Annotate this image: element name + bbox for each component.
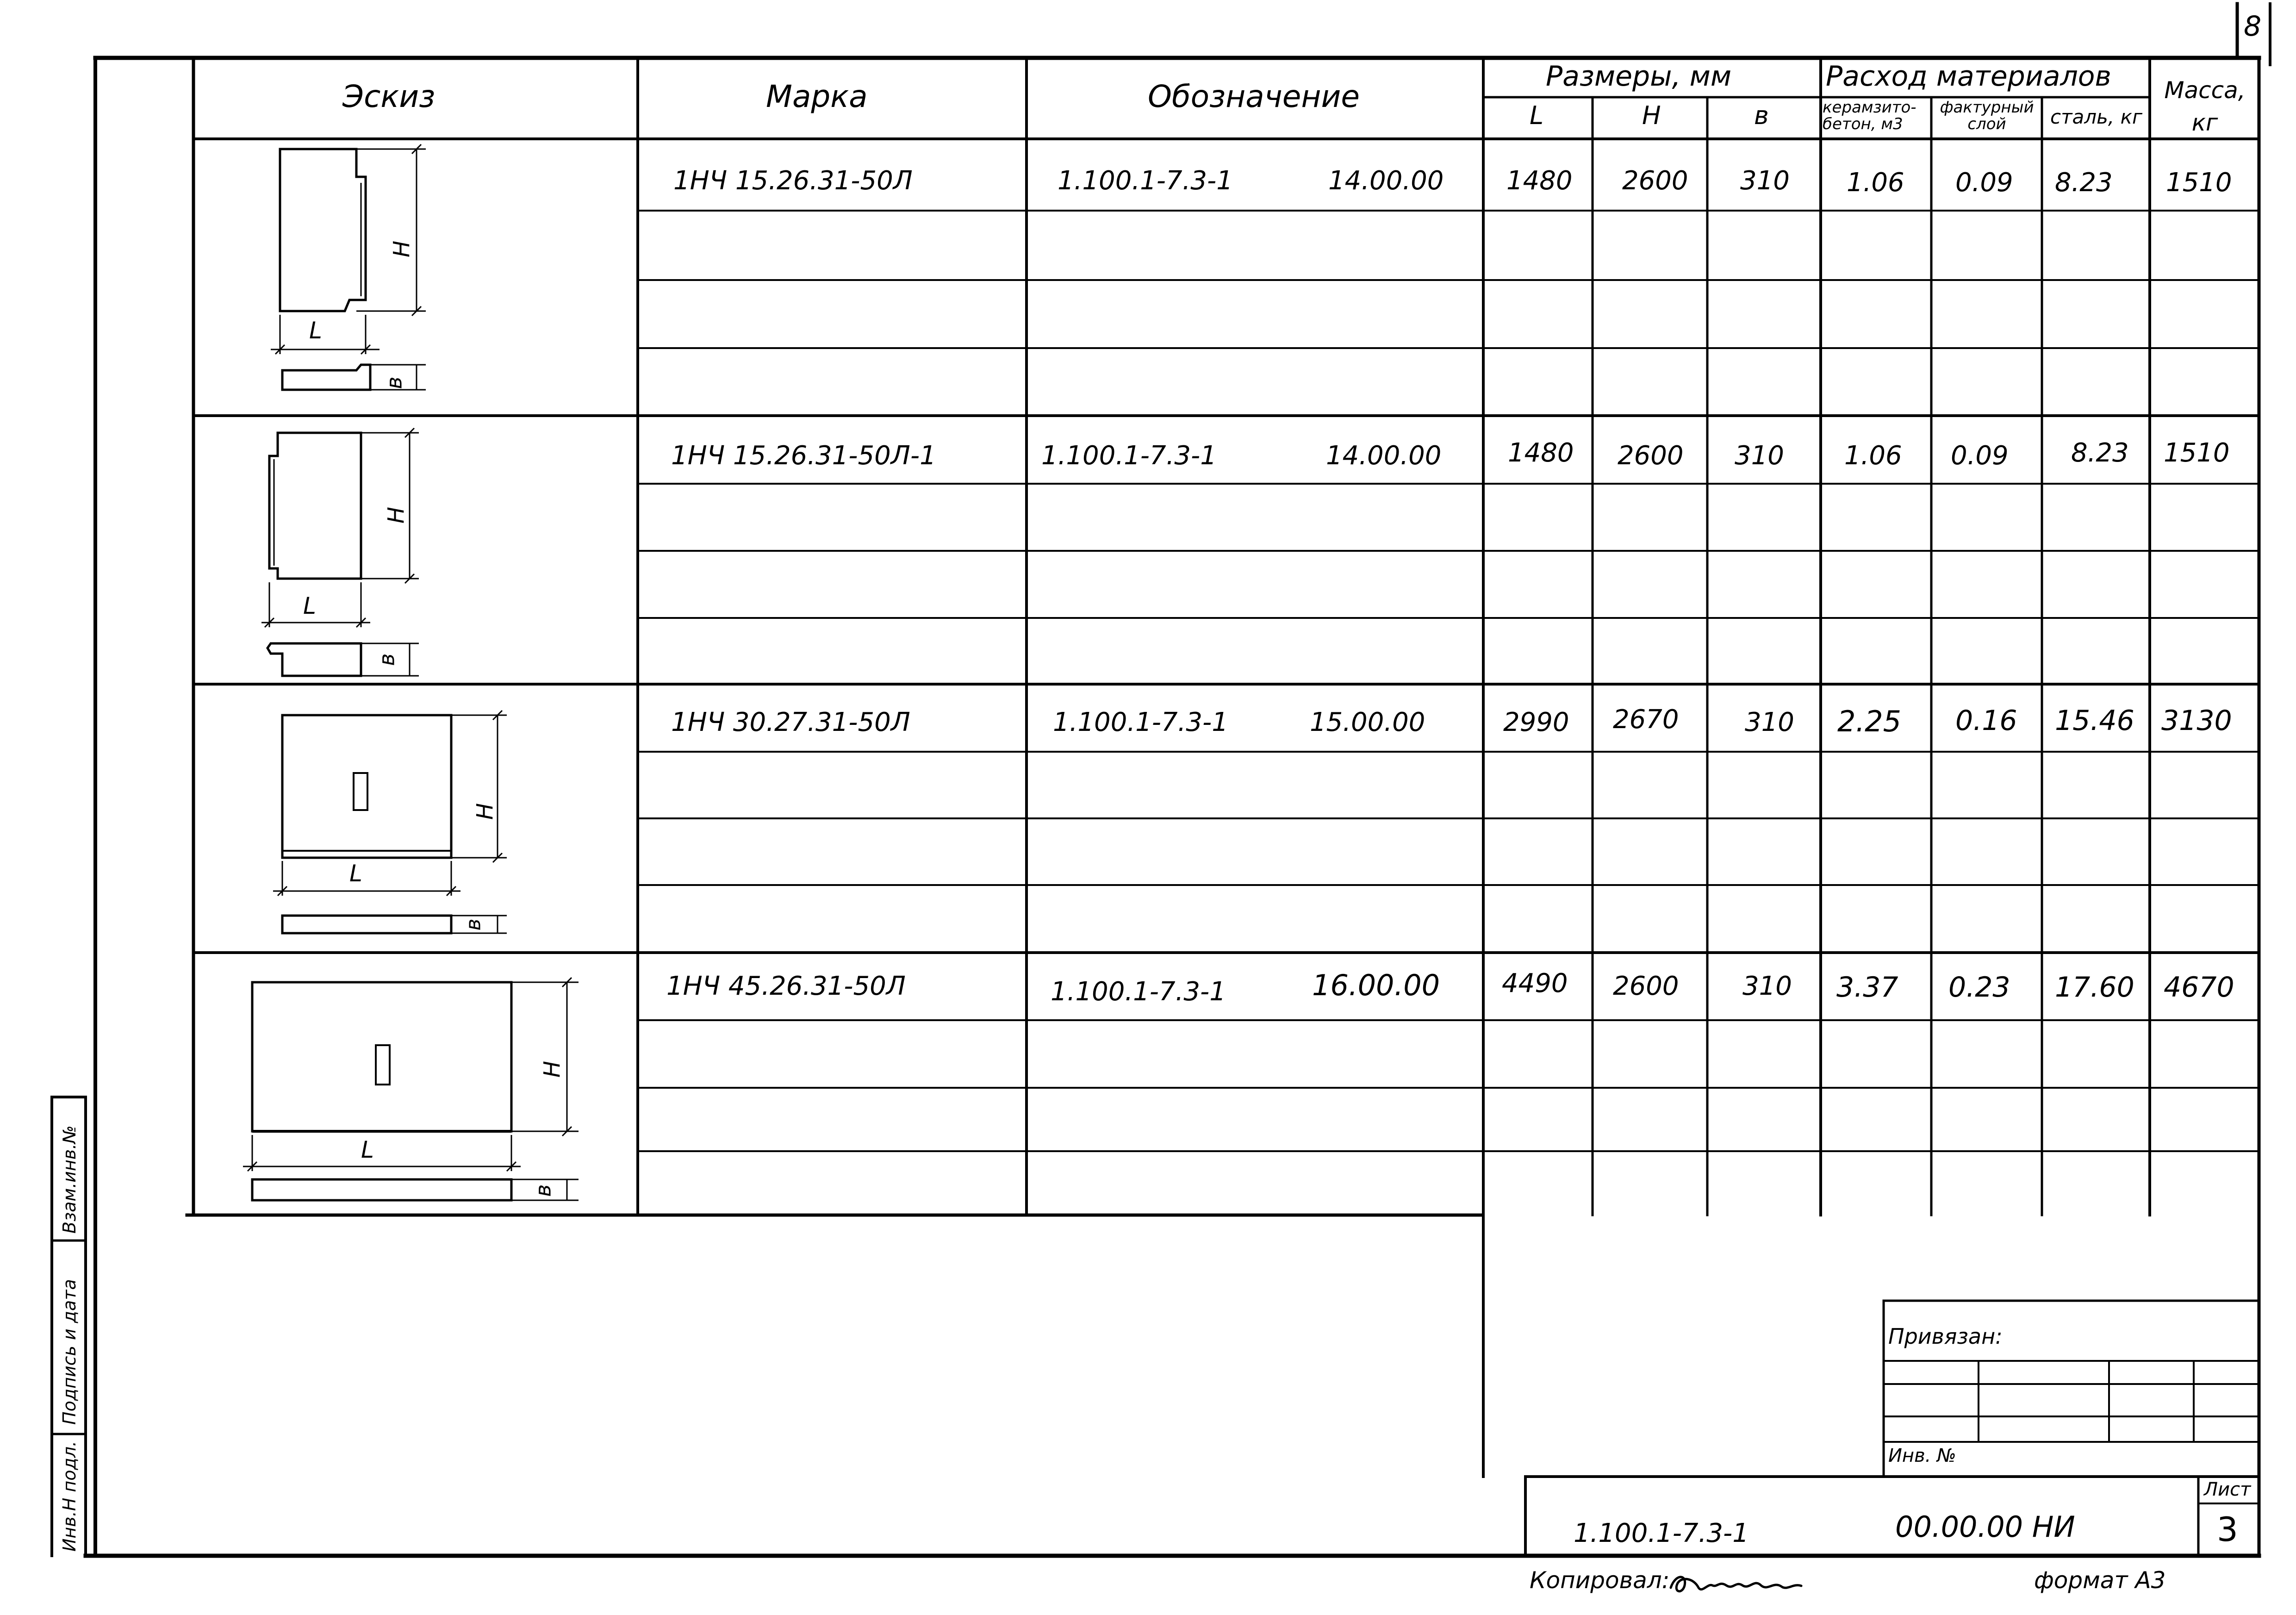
row1-code: 14.00.00 — [1328, 166, 1444, 196]
title-sheet-number: 3 — [2217, 1510, 2238, 1549]
sketch4-b-label: в — [530, 1184, 556, 1197]
row2-facing: 0.09 — [1951, 441, 2009, 471]
row3-doc: 1.100.1-7.3-1 — [1053, 707, 1228, 737]
sketch-panel-1 — [271, 144, 426, 390]
header-mark: Марка — [766, 79, 868, 114]
sketch1-l-label: L — [309, 317, 322, 344]
row4-l: 4490 — [1502, 968, 1568, 998]
sketch-panel-3 — [273, 711, 507, 933]
row4-concrete: 3.37 — [1836, 971, 1898, 1004]
binding-label: Привязан: — [1888, 1324, 2003, 1349]
row1-b: 310 — [1740, 166, 1790, 196]
sketch3-h-label: H — [472, 803, 498, 820]
row1-concrete: 1.06 — [1847, 168, 1904, 198]
row2-doc: 1.100.1-7.3-1 — [1041, 441, 1217, 471]
row2-b: 310 — [1735, 441, 1784, 471]
corner-sheet-number: 8 — [2244, 10, 2262, 43]
row4-b: 310 — [1742, 971, 1792, 1001]
footer-copied: Копировал: — [1530, 1567, 1670, 1594]
row2-mark: 1НЧ 15.26.31-50Л-1 — [671, 441, 936, 471]
header-mat-steel: сталь, кг — [2050, 106, 2143, 128]
header-dimensions: Размеры, мм — [1546, 60, 1732, 93]
sketch2-b-label: в — [374, 653, 399, 666]
footer-format: формат А3 — [2034, 1567, 2166, 1594]
row3-l: 2990 — [1503, 707, 1569, 737]
row4-doc: 1.100.1-7.3-1 — [1051, 977, 1226, 1007]
stamp-vzam-inv: Взам.инв.№ — [59, 1125, 80, 1234]
row3-facing: 0.16 — [1955, 705, 2017, 737]
row1-l: 1480 — [1506, 166, 1573, 196]
row2-concrete: 1.06 — [1844, 441, 1902, 471]
row2-code: 14.00.00 — [1326, 441, 1442, 471]
row4-mass: 4670 — [2164, 971, 2234, 1004]
header-dim-h: H — [1642, 101, 1661, 130]
row1-h: 2600 — [1622, 166, 1688, 196]
header-sketch: Эскиз — [342, 79, 436, 114]
row4-h: 2600 — [1613, 971, 1679, 1001]
header-dim-b: в — [1754, 101, 1769, 130]
sketch3-l-label: L — [349, 860, 362, 887]
stamp-inv-podl: Инв.Н подл. — [59, 1440, 80, 1552]
copier-signature — [1666, 1565, 1819, 1602]
row4-mark: 1НЧ 45.26.31-50Л — [666, 971, 906, 1001]
header-dim-l: L — [1530, 101, 1544, 130]
row3-concrete: 2.25 — [1837, 705, 1902, 738]
row4-steel: 17.60 — [2055, 971, 2134, 1004]
row2-steel: 8.23 — [2071, 438, 2129, 468]
title-sheet-code: 00.00.00 НИ — [1895, 1510, 2075, 1544]
sketch4-h-label: H — [539, 1060, 566, 1078]
row4-code: 16.00.00 — [1312, 968, 1440, 1002]
header-designation: Обозначение — [1148, 79, 1360, 114]
row4-facing: 0.23 — [1948, 971, 2010, 1004]
row1-facing: 0.09 — [1955, 168, 2013, 198]
row3-mass: 3130 — [2161, 705, 2232, 737]
sketch4-l-label: L — [361, 1136, 374, 1163]
row1-mark: 1НЧ 15.26.31-50Л — [673, 166, 913, 196]
row3-b: 310 — [1745, 707, 1794, 737]
header-mass: Масса, кг — [2164, 77, 2246, 136]
sketch3-b-label: в — [461, 918, 485, 931]
row1-mass: 1510 — [2166, 168, 2232, 198]
row2-l: 1480 — [1508, 438, 1574, 468]
row3-code: 15.00.00 — [1310, 707, 1425, 737]
sketch1-b-label: в — [381, 376, 407, 389]
binding-inv-no: Инв. № — [1888, 1445, 1956, 1466]
header-mat-concrete: керамзито-бетон, м3 — [1823, 98, 1916, 133]
row3-steel: 15.46 — [2055, 705, 2134, 737]
sketch-panel-4 — [243, 978, 579, 1200]
row2-mass: 1510 — [2164, 438, 2230, 468]
row2-h: 2600 — [1618, 441, 1684, 471]
header-mat-facing: фактурный слой — [1940, 98, 2034, 133]
sketch2-h-label: H — [383, 506, 410, 524]
sketch2-l-label: L — [303, 592, 316, 619]
header-materials: Расход материалов — [1826, 60, 2111, 93]
title-doc-code: 1.100.1-7.3-1 — [1574, 1518, 1749, 1548]
row1-doc: 1.100.1-7.3-1 — [1058, 166, 1233, 196]
row3-mark: 1НЧ 30.27.31-50Л — [671, 707, 910, 737]
sketch1-h-label: H — [389, 240, 415, 258]
stamp-signature-date: Подпись и дата — [59, 1279, 80, 1425]
row3-h: 2670 — [1613, 705, 1679, 735]
row1-steel: 8.23 — [2055, 168, 2113, 198]
title-sheet-label: Лист — [2204, 1479, 2251, 1500]
sketch-panel-2 — [261, 428, 419, 676]
